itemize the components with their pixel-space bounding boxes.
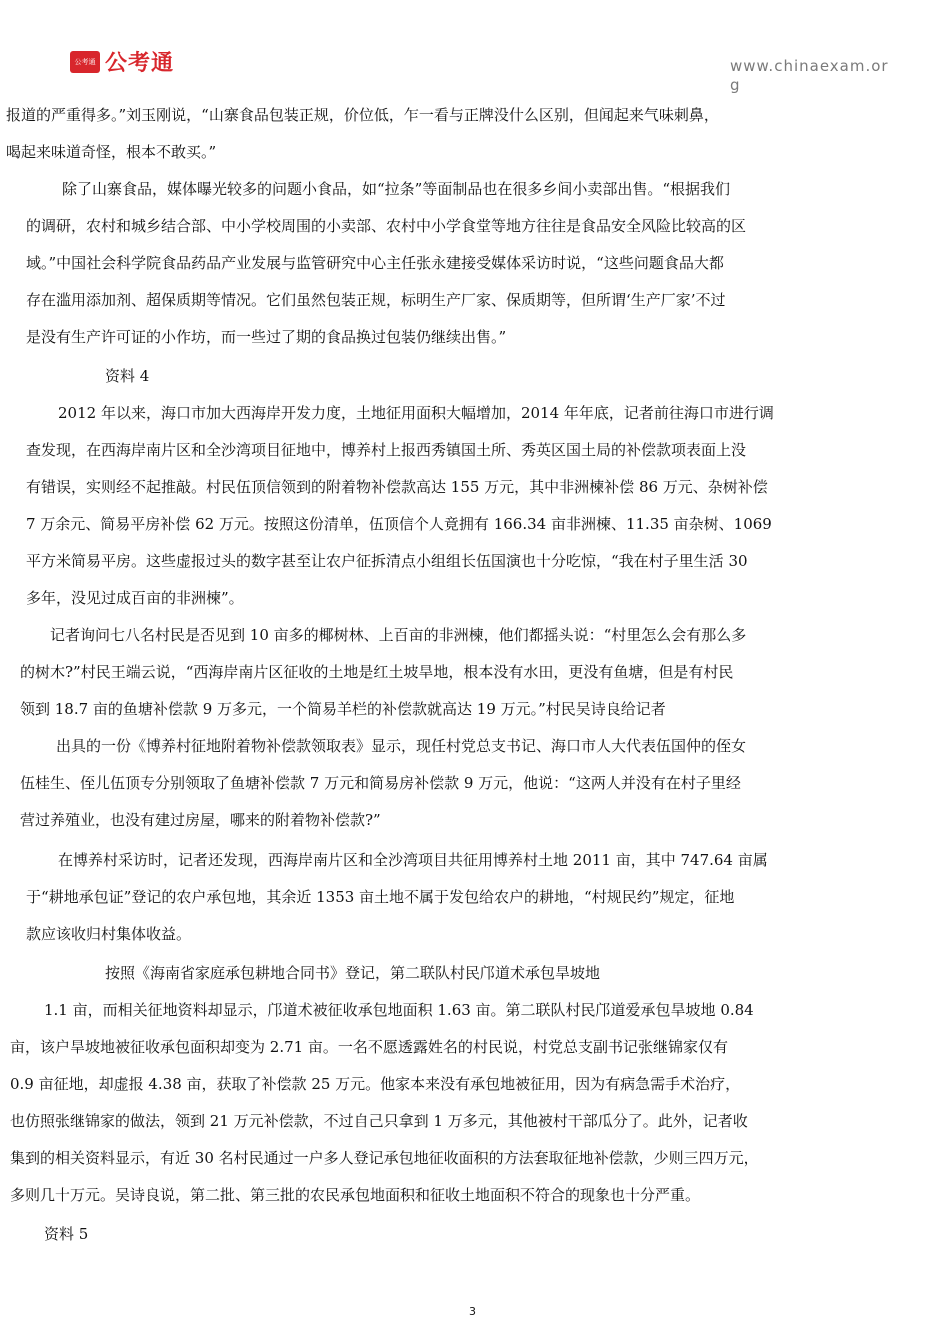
text-line: 有错误，实则经不起推敲。村民伍顶信领到的附着物补偿款高达 155 万元，其中非洲楝补偿 86 万元、杂树补偿 [26,478,768,496]
text-line: 亩，该户旱坡地被征收承包面积却变为 2.71 亩。一名不愿透露姓名的村民说，村党总支副书记张继锦家仅有 [10,1038,728,1056]
text-line: 按照《海南省家庭承包耕地合同书》登记，第二联队村民邝道术承包旱坡地 [105,964,601,982]
text-line: 也仿照张继锦家的做法，领到 21 万元补偿款，不过自己只拿到 1 万多元，其他被村干部瓜分了。此外，记者收 [10,1112,748,1130]
section-heading: 资料 5 [44,1225,89,1243]
text-line: 款应该收归村集体收益。 [26,925,192,943]
text-line: 报道的严重得多。”刘玉刚说，“山寨食品包装正规，价位低，乍一看与正牌没什么区别，但闻起来气味刺鼻， [6,106,719,124]
text-line: 多则几十万元。吴诗良说，第二批、第三批的农民承包地面积和征收土地面积不符合的现象也十分严重。 [10,1186,701,1204]
logo-badge: 公考通 [70,51,100,73]
logo [70,46,174,77]
text-line: 多年，没见过成百亩的非洲楝”。 [26,589,244,607]
text-line: 2012 年以来，海口市加大西海岸开发力度，土地征用面积大幅增加，2014 年年底，记者前往海口市进行调 [58,404,774,422]
text-line: 7 万余元、简易平房补偿 62 万元。按照这份清单，伍顶信个人竟拥有 166.34 亩非洲楝、11.35 亩杂树、1069 [26,515,772,533]
logo-text: 公考通 [105,51,175,76]
text-line: 平方米简易平房。这些虚报过头的数字甚至让农户征拆清点小组组长伍国演也十分吃惊，“我在村子里生活 30 [26,552,748,570]
text-line: 记者询问七八名村民是否见到 10 亩多的椰树林、上百亩的非洲楝，他们都摇头说：“村里怎么会有那么多 [50,626,747,644]
text-line: 出具的一份《博养村征地附着物补偿款领取表》显示，现任村党总支书记、海口市人大代表伍国仲的侄女 [56,737,747,755]
page-number: 3 [469,1305,476,1318]
text-line: 的树木?”村民王端云说，“西海岸南片区征收的土地是红土坡旱地，根本没有水田，更没有鱼塘，但是有村民 [20,663,734,681]
text-line: 查发现，在西海岸南片区和全沙湾项目征地中，博养村上报西秀镇国土所、秀英区国土局的补偿款项表面上没 [26,441,747,459]
text-line: 的调研，农村和城乡结合部、中小学校周围的小卖部、农村中小学食堂等地方往往是食品安全风险比较高的区 [26,217,747,235]
text-line: 喝起来味道奇怪，根本不敢买。” [6,143,217,161]
text-line: 在博养村采访时，记者还发现，西海岸南片区和全沙湾项目共征用博养村土地 2011 亩，其中 747.64 亩属 [58,851,768,869]
text-line: 是没有生产许可证的小作坊，而一些过了期的食品换过包装仍继续出售。” [26,328,507,346]
section-heading: 资料 4 [105,367,150,385]
text-line: 伍桂生、侄儿伍顶专分别领取了鱼塘补偿款 7 万元和简易房补偿款 9 万元，他说：“这两人并没有在村子里经 [20,774,741,792]
text-line: 领到 18.7 亩的鱼塘补偿款 9 万多元，一个简易羊栏的补偿款就高达 19 万元。”村民吴诗良给记者 [20,700,666,718]
text-line: 于“耕地承包证”登记的农户承包地，其余近 1353 亩土地不属于发包给农户的耕地，“村规民约”规定，征地 [26,888,735,906]
text-line: 1.1 亩，而相关征地资料却显示，邝道术被征收承包地面积 1.63 亩。第二联队村民邝道爱承包旱坡地 0.84 [44,1001,754,1019]
text-line: 域。”中国社会科学院食品药品产业发展与监管研究中心主任张永建接受媒体采访时说，“这些问题食品大都 [26,254,724,272]
text-line: 集到的相关资料显示，有近 30 名村民通过一户多人登记承包地征收面积的方法套取征地补偿款，少则三四万元， [10,1149,759,1167]
text-line: 0.9 亩征地，却虚报 4.38 亩，获取了补偿款 25 万元。他家本来没有承包地被征用，因为有病急需手术治疗， [10,1075,741,1093]
site-url: www.chinaexam.org [730,57,889,94]
text-line: 营过养殖业，也没有建过房屋，哪来的附着物补偿款?” [20,811,381,829]
text-line: 除了山寨食品，媒体曝光较多的问题小食品，如“拉条”等面制品也在很多乡间小卖部出售。“根据我们 [62,180,731,198]
text-line: 存在滥用添加剂、超保质期等情况。它们虽然包装正规，标明生产厂家、保质期等，但所谓‘生产厂家’不过 [26,291,726,309]
